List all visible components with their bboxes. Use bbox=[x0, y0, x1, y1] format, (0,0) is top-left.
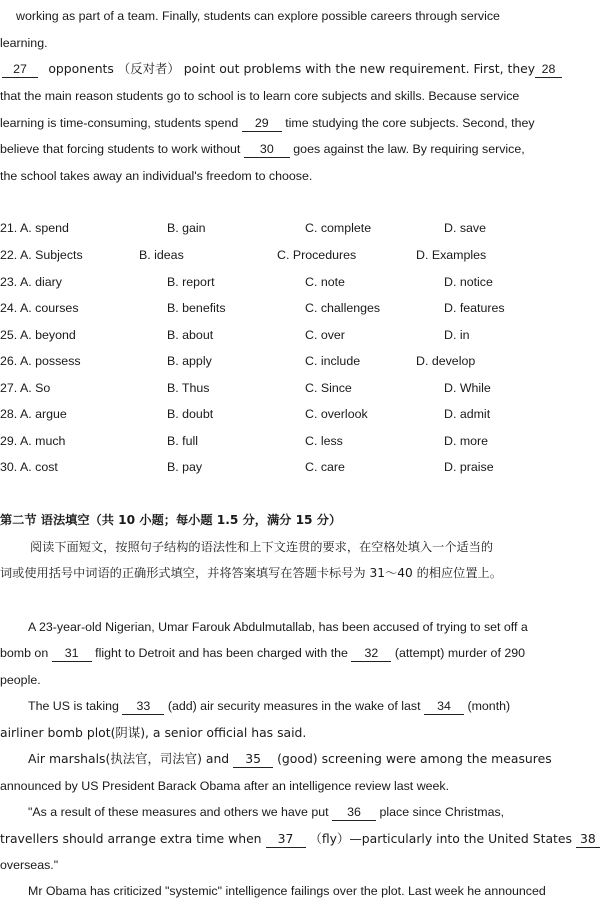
option-c: C. complete bbox=[305, 221, 372, 235]
passage-line bbox=[28, 751, 562, 768]
option-a: 21. A. spend bbox=[0, 221, 69, 235]
passage-line bbox=[28, 804, 562, 821]
passage-text: bomb on bbox=[0, 646, 49, 660]
option-a: 26. A. possess bbox=[0, 354, 81, 368]
option-d: D. Examples bbox=[416, 248, 487, 262]
passage-text: that the main reason students go to school is to learn core subjects and skills. Because service bbox=[0, 89, 520, 103]
option-b: B. gain bbox=[167, 221, 206, 235]
option-d: D. notice bbox=[444, 275, 493, 289]
option-b: B. about bbox=[167, 328, 214, 342]
passage-text: airliner bomb plot(阴谋), a senior official has said. bbox=[0, 725, 307, 740]
instruction-line: 词或使用括号中词语的正确形式填空，并将答案填写在答题卡标号为 31～40 的相应位置上。 bbox=[0, 566, 502, 580]
option-a: 24. A. courses bbox=[0, 301, 79, 315]
blank-33: 33 bbox=[122, 698, 164, 715]
option-b: B. pay bbox=[167, 460, 203, 474]
option-c: C. Since bbox=[305, 381, 352, 395]
passage-text: （fly）—particularly into the United States bbox=[309, 831, 572, 846]
passage-text: (attempt) murder of 290 bbox=[394, 646, 525, 660]
passage-text: flight to Detroit and has been charged with the bbox=[95, 646, 348, 660]
option-b: B. Thus bbox=[167, 381, 210, 395]
passage-text: Air marshals(执法官，司法官) and bbox=[28, 751, 230, 766]
option-c: C. challenges bbox=[305, 301, 381, 315]
passage-text: opponents （反对者） point out problems with the new requirement. First, they bbox=[48, 61, 536, 76]
blank-29: 29 bbox=[242, 115, 282, 132]
passage-line bbox=[0, 857, 562, 873]
passage-text: (add) air security measures in the wake of last bbox=[167, 699, 421, 713]
passage-line bbox=[0, 88, 562, 104]
passage-line bbox=[16, 8, 546, 24]
passage-text: travellers should arrange extra time when bbox=[0, 831, 262, 846]
blank-37: 37 bbox=[266, 831, 306, 848]
passage-text: believe that forcing students to work without bbox=[0, 142, 241, 156]
blank-38: 38 bbox=[576, 831, 600, 848]
option-b: B. benefits bbox=[167, 301, 226, 315]
option-b: B. ideas bbox=[139, 248, 184, 262]
option-b: B. doubt bbox=[167, 407, 214, 421]
passage-text: announced by US President Barack Obama after an intelligence review last week. bbox=[0, 779, 450, 793]
option-b: B. full bbox=[167, 434, 198, 448]
option-d: D. admit bbox=[444, 407, 491, 421]
passage-line bbox=[2, 61, 562, 78]
option-d: D. praise bbox=[444, 460, 494, 474]
passage-line bbox=[0, 115, 562, 132]
option-b: B. apply bbox=[167, 354, 212, 368]
passage-text: Mr Obama has criticized "systemic" intelligence failings over the plot. Last week he announced bbox=[28, 884, 546, 898]
passage-line bbox=[0, 168, 562, 184]
blank-32: 32 bbox=[351, 645, 391, 662]
option-a: 28. A. argue bbox=[0, 407, 67, 421]
passage-line bbox=[0, 35, 562, 51]
passage-line bbox=[28, 883, 562, 899]
passage-line bbox=[0, 725, 562, 741]
option-c: C. note bbox=[305, 275, 345, 289]
passage-line bbox=[0, 831, 596, 848]
option-d: D. While bbox=[444, 381, 491, 395]
passage-text: place since Christmas, bbox=[379, 805, 505, 819]
option-d: D. save bbox=[444, 221, 487, 235]
option-c: C. overlook bbox=[305, 407, 368, 421]
blank-36: 36 bbox=[332, 804, 376, 821]
section-heading: 第二节 语法填空（共 10 小题；每小题 1.5 分，满分 15 分） bbox=[0, 513, 342, 527]
blank-35: 35 bbox=[233, 751, 273, 768]
passage-text: the school takes away an individual's freedom to choose. bbox=[0, 169, 313, 183]
passage-text: working as part of a team. Finally, students can explore possible careers through service bbox=[16, 9, 500, 23]
passage-line bbox=[28, 619, 562, 635]
blank-30: 30 bbox=[244, 141, 290, 158]
passage-line bbox=[0, 141, 562, 158]
option-a: 29. A. much bbox=[0, 434, 66, 448]
option-c: C. Procedures bbox=[277, 248, 357, 262]
passage-line bbox=[0, 645, 562, 662]
option-a: 23. A. diary bbox=[0, 275, 62, 289]
blank-27: 27 bbox=[2, 61, 38, 78]
option-d: D. develop bbox=[416, 354, 476, 368]
option-a: 30. A. cost bbox=[0, 460, 58, 474]
passage-line bbox=[0, 672, 562, 688]
blank-31: 31 bbox=[52, 645, 92, 662]
option-a: 25. A. beyond bbox=[0, 328, 76, 342]
option-c: C. over bbox=[305, 328, 345, 342]
option-d: D. more bbox=[444, 434, 489, 448]
passage-text: time studying the core subjects. Second, they bbox=[285, 116, 535, 130]
passage-text: overseas." bbox=[0, 858, 59, 872]
option-d: D. features bbox=[444, 301, 505, 315]
passage-text: (month) bbox=[467, 699, 511, 713]
instruction-line: 阅读下面短文，按照句子结构的语法性和上下文连贯的要求，在空格处填入一个适当的 bbox=[30, 540, 494, 554]
passage-text: (good) screening were among the measures bbox=[277, 751, 552, 766]
option-a: 22. A. Subjects bbox=[0, 248, 83, 262]
option-c: C. less bbox=[305, 434, 343, 448]
passage-line bbox=[0, 778, 562, 794]
passage-text: goes against the law. By requiring service, bbox=[293, 142, 525, 156]
passage-text: The US is taking bbox=[28, 699, 119, 713]
blank-28: 28 bbox=[535, 61, 562, 78]
option-d: D. in bbox=[444, 328, 470, 342]
option-b: B. report bbox=[167, 275, 215, 289]
passage-text: "As a result of these measures and others we have put bbox=[28, 805, 329, 819]
option-c: C. care bbox=[305, 460, 345, 474]
blank-34: 34 bbox=[424, 698, 464, 715]
passage-text: learning is time-consuming, students spend bbox=[0, 116, 239, 130]
passage-text: people. bbox=[0, 673, 41, 687]
passage-text: learning. bbox=[0, 36, 48, 50]
passage-line bbox=[28, 698, 562, 715]
passage-text: A 23-year-old Nigerian, Umar Farouk Abdulmutallab, has been accused of trying to set off a bbox=[28, 620, 528, 634]
option-c: C. include bbox=[305, 354, 361, 368]
option-a: 27. A. So bbox=[0, 381, 51, 395]
